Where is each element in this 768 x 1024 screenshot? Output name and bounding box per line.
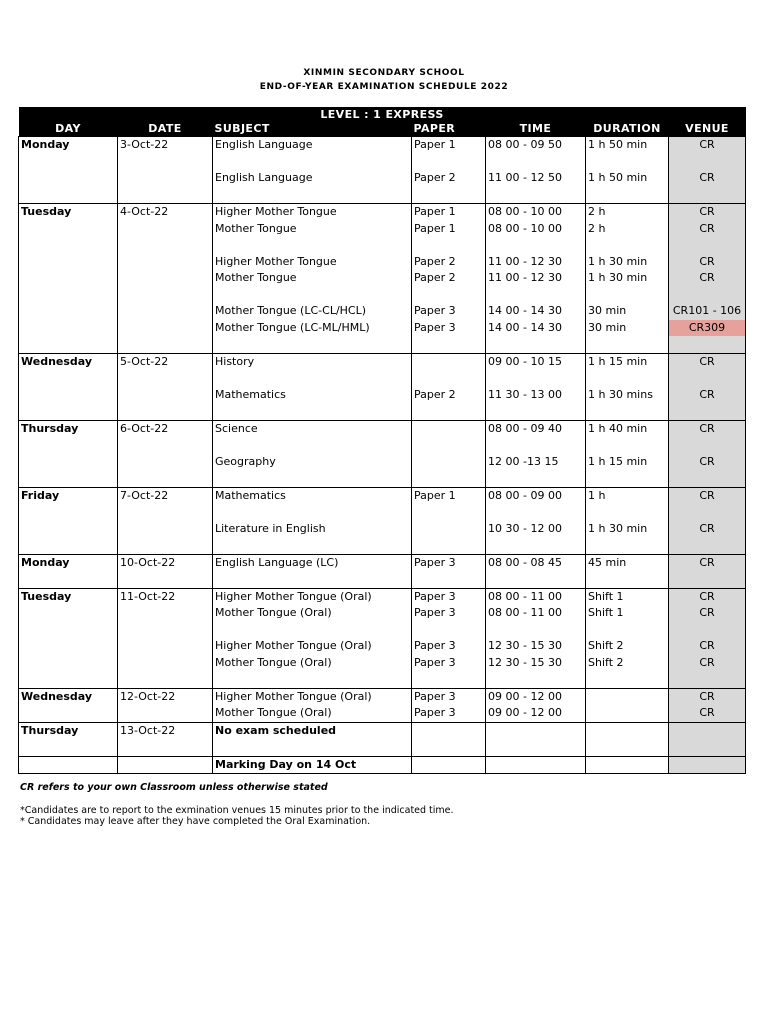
venue-cell: CR309 [669,320,745,337]
date-cell: 3-Oct-22 [120,138,169,151]
table-row [19,204,746,354]
school-name: XINMIN SECONDARY SCHOOL [303,68,465,78]
duration-cell: 1 h 50 min [588,171,648,184]
day-cell: Monday [21,138,70,151]
venue-cell: CR [699,655,715,669]
subject-cell: English Language [215,138,313,151]
paper-cell: Paper 2 [414,254,456,268]
paper-cell: Paper 3 [414,304,456,317]
day-cell: Tuesday [21,589,72,603]
duration-cell: 1 h [588,488,606,502]
date-cell: 4-Oct-22 [120,205,169,218]
col-header-time: TIME [486,121,586,137]
col-header-day: DAY [19,121,118,137]
venue-cell: CR [699,521,715,535]
venue-cell: CR [699,421,715,435]
subject-cell: Mother Tongue [215,221,297,235]
paper-cell: Paper 3 [414,689,456,703]
date-cell [120,757,212,774]
subject-cell: Higher Mother Tongue (Oral) [215,689,372,703]
subject-cell: Mother Tongue (Oral) [215,655,332,669]
time-cell: 08 00 - 08 45 [488,555,562,569]
subject-cell: Literature in English [215,521,326,535]
subject-cell: Higher Mother Tongue (Oral) [215,639,372,652]
time-cell: 08 00 - 09 50 [488,138,562,151]
venue-cell: CR [699,689,715,703]
time-cell: 11 00 - 12 30 [488,254,562,268]
paper-cell: Paper 3 [414,655,456,669]
subject-cell: Mother Tongue (LC-ML/HML) [215,320,370,334]
paper-cell: Paper 1 [414,221,456,235]
col-header-date: DATE [118,121,213,137]
time-cell: 12 30 - 15 30 [488,639,562,652]
duration-cell: 1 h 50 min [588,138,648,151]
subject-cell: Mother Tongue [215,271,297,284]
col-header-subject: SUBJECT [213,121,412,137]
paper-cell [414,454,485,471]
subject-cell: English Language (LC) [215,555,339,569]
venue-cell: CR [699,387,715,401]
subject-cell: Mother Tongue (Oral) [215,706,332,719]
date-cell: 6-Oct-22 [120,421,169,435]
time-cell: 14 00 - 14 30 [488,320,562,334]
venue-cell: CR [699,354,715,368]
subject-cell: Mother Tongue (Oral) [215,606,332,619]
paper-cell [414,354,485,371]
time-cell: 08 00 - 11 00 [488,589,562,603]
duration-cell: Shift 2 [588,655,624,669]
duration-cell [588,723,668,740]
duration-cell: Shift 1 [588,606,624,619]
day-cell: Monday [21,555,70,569]
venue-cell: CR [699,555,715,569]
venue-cell: CR [699,488,715,502]
subject-cell: Mathematics [215,488,286,502]
date-cell: 10-Oct-22 [120,555,176,569]
table-row [19,554,746,588]
duration-cell: 1 h 40 min [588,421,648,435]
table-row [19,588,746,688]
duration-cell: 2 h [588,221,606,235]
duration-cell [588,689,668,706]
duration-cell: 30 min [588,320,627,334]
duration-cell: Shift 1 [588,589,624,603]
paper-cell: Paper 3 [414,606,456,619]
report-note: *Candidates are to report to the exmination venues 15 minutes prior to the indicated time. [20,805,454,816]
duration-cell: 1 h 30 min [588,254,648,268]
paper-cell: Paper 1 [414,138,456,151]
schedule-body [19,137,746,774]
time-cell: 08 00 - 10 00 [488,221,562,235]
paper-cell: Paper 3 [414,320,456,334]
venue-cell [669,757,745,774]
table-row [19,137,746,204]
time-cell: 12 00 -13 15 [488,454,559,468]
subject-cell: Science [215,421,258,435]
cr-note: CR refers to your own Classroom unless otherwise stated [20,782,328,793]
date-cell: 7-Oct-22 [120,488,169,502]
duration-cell: 1 h 15 min [588,454,648,468]
venue-cell: CR [699,454,715,468]
col-header-paper: PAPER [412,121,486,137]
paper-cell: Paper 1 [414,205,456,218]
subject-cell: Geography [215,454,276,468]
table-row [19,420,746,487]
day-cell: Tuesday [21,205,72,218]
day-cell [21,757,117,774]
subject-cell: Higher Mother Tongue (Oral) [215,589,372,603]
time-cell: 10 30 - 12 00 [488,521,562,535]
table-row [19,756,746,774]
col-header-duration: DURATION [586,121,669,137]
venue-cell: CR101 - 106 [672,304,742,317]
venue-cell: CR [699,271,715,284]
duration-cell: Shift 2 [588,639,624,652]
subject-cell: History [215,354,255,368]
paper-cell: Paper 3 [414,639,456,652]
paper-cell [414,723,485,740]
date-cell: 13-Oct-22 [120,723,176,737]
duration-cell: 2 h [588,205,606,218]
time-cell: 09 00 - 12 00 [488,689,562,703]
time-cell: 14 00 - 14 30 [488,304,562,317]
time-cell: 11 30 - 13 00 [488,387,562,401]
paper-cell: Paper 2 [414,271,456,284]
time-cell: 09 00 - 10 15 [488,354,562,368]
date-cell: 5-Oct-22 [120,354,169,368]
paper-cell [414,421,485,438]
venue-cell: CR [699,606,715,619]
time-cell: 11 00 - 12 50 [488,171,562,184]
duration-cell [588,757,668,774]
schedule-title: END-OF-YEAR EXAMINATION SCHEDULE 2022 [259,82,509,92]
subject-cell: English Language [215,171,313,184]
venue-cell: CR [699,221,715,235]
paper-cell: Paper 3 [414,706,456,719]
time-cell: 08 00 - 09 00 [488,488,562,502]
day-cell: Wednesday [21,354,93,368]
time-cell: 08 00 - 11 00 [488,606,562,619]
paper-cell: Paper 2 [414,387,456,401]
paper-cell: Paper 3 [414,589,456,603]
level-heading: LEVEL : 1 EXPRESS [19,107,746,121]
venue-cell: CR [699,171,715,184]
venue-cell [669,723,745,740]
day-cell: Thursday [21,421,79,435]
day-cell: Wednesday [21,689,93,703]
venue-cell: CR [699,138,715,151]
duration-cell: 45 min [588,555,627,569]
table-row [19,353,746,420]
paper-cell: Paper 2 [414,171,456,184]
subject-cell: Marking Day on 14 Oct [215,757,357,771]
subject-cell: Higher Mother Tongue [215,254,337,268]
time-cell: 09 00 - 12 00 [488,706,562,719]
venue-cell: CR [699,205,715,218]
time-cell [488,723,585,740]
paper-cell: Paper 3 [414,555,456,569]
table-row [19,487,746,554]
duration-cell: 1 h 30 mins [588,387,653,401]
table-row [19,722,746,756]
duration-cell: 1 h 30 min [588,271,648,284]
col-header-venue: VENUE [669,121,746,137]
venue-cell: CR [699,254,715,268]
venue-cell: CR [699,639,715,652]
duration-cell: 30 min [588,304,627,317]
time-cell: 08 00 - 09 40 [488,421,562,435]
duration-cell: 1 h 30 min [588,521,648,535]
paper-cell [414,757,485,774]
venue-cell: CR [699,706,715,719]
subject-cell: Mathematics [215,387,286,401]
duration-cell: 1 h 15 min [588,354,648,368]
subject-cell: No exam scheduled [215,723,337,737]
table-row [19,688,746,722]
oral-note: * Candidates may leave after they have completed the Oral Examination. [20,816,371,827]
day-cell: Thursday [21,723,79,737]
subject-cell: Mother Tongue (LC-CL/HCL) [215,304,367,317]
day-cell: Friday [21,488,60,502]
paper-cell [414,521,485,538]
date-cell: 11-Oct-22 [120,589,176,603]
exam-schedule-table [18,107,746,774]
time-cell: 08 00 - 10 00 [488,205,562,218]
duration-cell [588,705,668,722]
time-cell [488,757,585,774]
venue-cell: CR [699,589,715,603]
time-cell: 11 00 - 12 30 [488,271,562,284]
paper-cell: Paper 1 [414,488,456,502]
time-cell: 12 30 - 15 30 [488,655,562,669]
subject-cell: Higher Mother Tongue [215,205,337,218]
date-cell: 12-Oct-22 [120,689,176,703]
